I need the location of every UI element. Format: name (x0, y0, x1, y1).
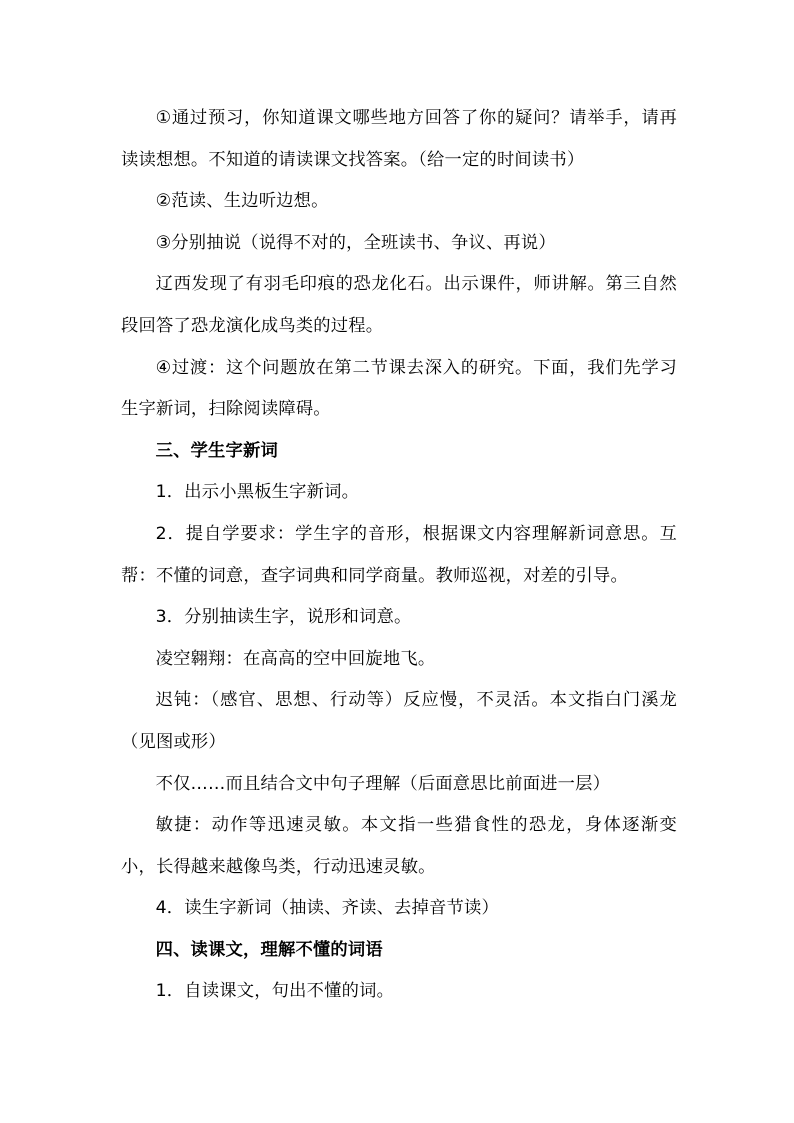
vocab-chidun: 迟钝：（感官、思想、行动等）反应慢，不灵活。本文指白门溪龙（见图或形） (121, 690, 677, 752)
paragraph-step-3: ③分别抽说（说得不对的，全班读书、争议、再说） (155, 232, 556, 253)
paragraph-liaoxi-fossil: 辽西发现了有羽毛印痕的恐龙化石。出示课件，师讲解。第三自然段回答了恐龙演化成鸟类的过程。 (121, 274, 677, 336)
list-item-4-1: 1．自读课文，句出不懂的词。 (155, 981, 395, 1002)
section-heading-3: 三、学生字新词 (155, 440, 278, 461)
section-heading-4: 四、读课文，理解不懂的词语 (155, 939, 383, 960)
vocab-minjie: 敏捷：动作等迅速灵敏。本文指一些猎食性的恐龙，身体逐渐变小，长得越来越像鸟类，行动迅速灵敏。 (121, 815, 677, 877)
document-body (121, 98, 677, 1013)
list-item-1: 1．出示小黑板生字新词。 (155, 482, 360, 503)
list-item-4: 4．读生字新词（抽读、齐读、去掉音节读） (155, 898, 499, 919)
list-item-2: 2．提自学要求：学生字的音形，根据课文内容理解新词意思。互帮：不懂的词意，查字词典和同学商量。教师巡视，对差的引导。 (121, 523, 677, 586)
paragraph-step-4-transition: ④过渡：这个问题放在第二节课去深入的研究。下面，我们先学习生字新词，扫除阅读障碍。 (121, 357, 677, 420)
list-item-3: 3．分别抽读生字，说形和词意。 (155, 607, 412, 628)
vocab-bujin-erqie: 不仅……而且结合文中句子理解（后面意思比前面进一层） (155, 773, 611, 794)
paragraph-step-2: ②范读、生边听边想。 (155, 191, 329, 212)
vocab-lingkong-aoxiang: 凌空翱翔：在高高的空中回旋地飞。 (155, 648, 436, 669)
paragraph-step-1: ①通过预习，你知道课文哪些地方回答了你的疑问？请举手，请再读读想想。不知道的请读课文找答案。（给一定的时间读书） (121, 108, 677, 170)
